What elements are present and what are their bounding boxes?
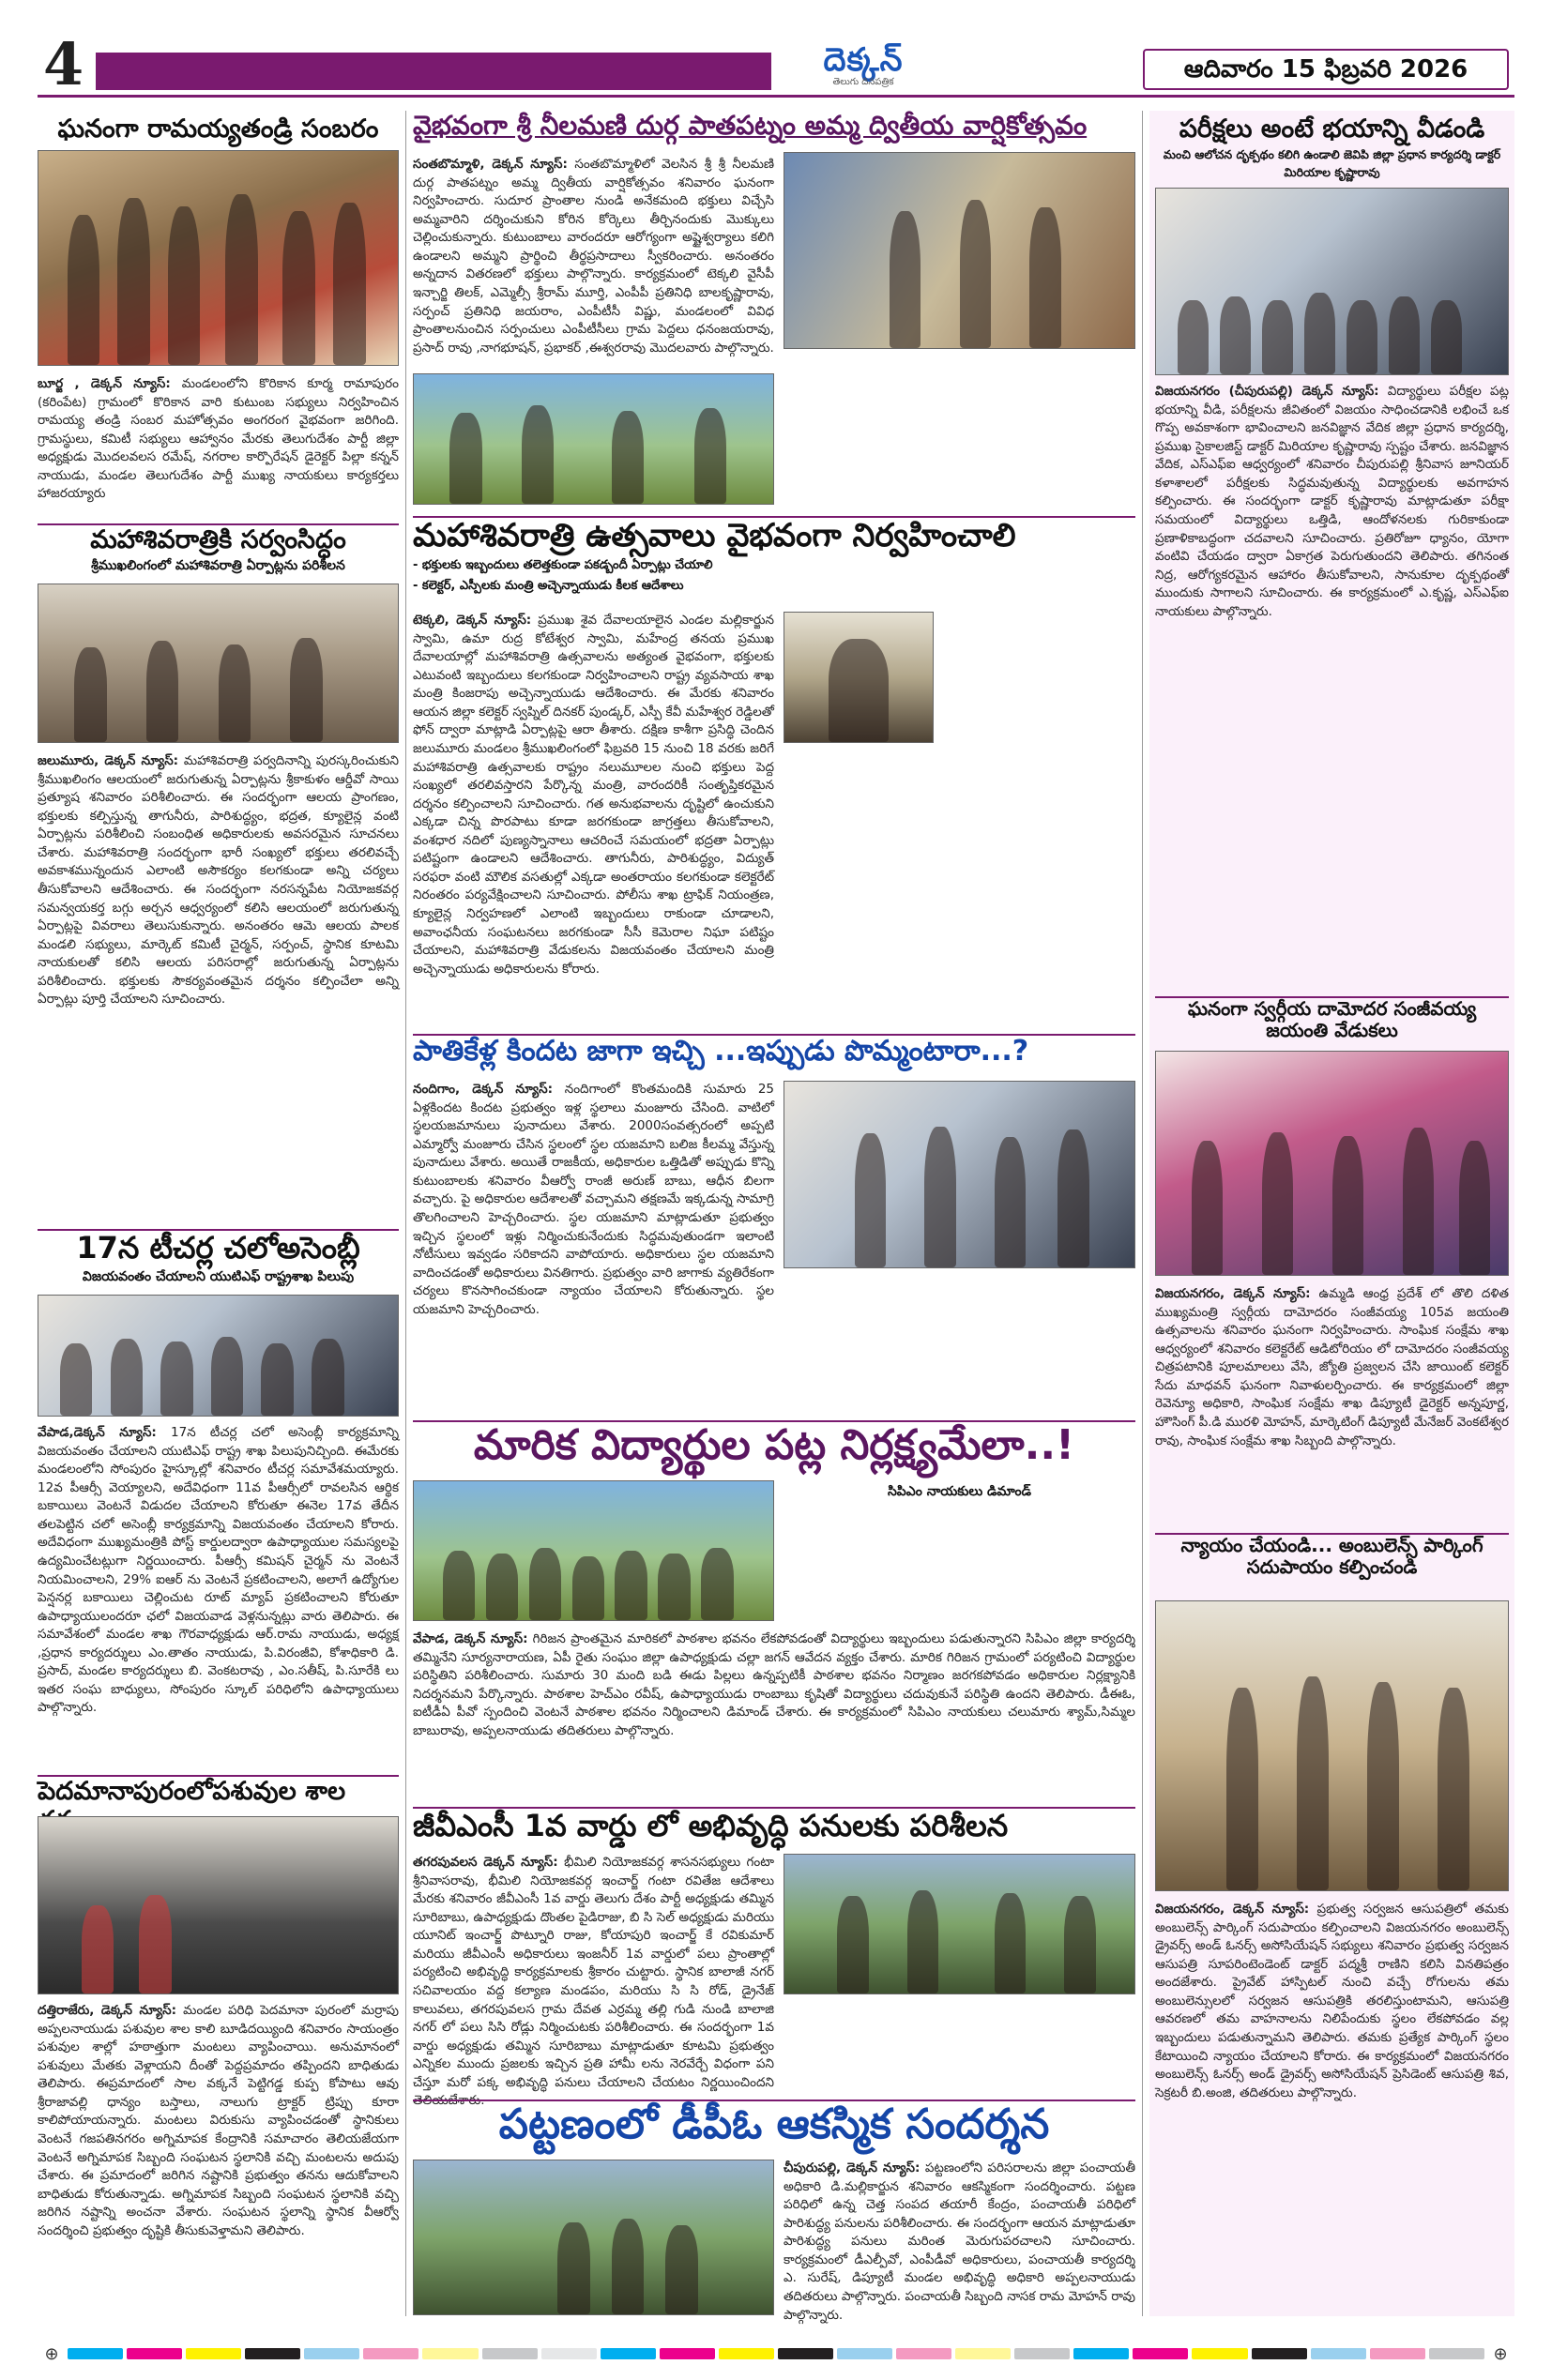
- story-body: వేపాడ, డెక్కన్ న్యూస్: గిరిజన ప్రాంతమైన మారికలో పాఠశాల భవనం లేకపోవడంతో విద్యార్థులు ఇబ్బందులు పడుతున్నారని సిపిఎం జిల్లా కార్యదర్శి తమ్మినేని సూర్యనారాయణ, ఏపీ రైతు సంఘం జిల్లా ఉపాధ్యక్షుడు చల్లా జగన్ ఆవేదన వ్యక్తం చేశారు. మారిక గిరిజన గ్రామంలో పర్యటించి విద్యార్థుల పరిస్థితిని పరిశీలించారు. సుమారు 30 మంది బడి ఈడు పిల్లలు ఉన్నప్పటికీ పాఠశాల భవనం నిర్మాణం జరగకపోవడం అధికారుల నిర్లక్ష్యానికి నిదర్శనమని పేర్కొన్నారు. పాఠశాల హెచ్ఎం రవీష్, ఉపాధ్యాయుడు రాంబాబు కృషితో విద్యార్థులు చదువుకునే పరిస్థితి ఉందని తెలిపారు. డీఈఓ, ఐటీడీఏ పీవో స్పందించి వెంటనే పాఠశాల భవనం నిర్మించాలని డిమాండ్ చేశారు. ఈ కార్యక్రమంలో సిపిఎం నాయకులు చలుమారు శ్యామ్,సిమ్మల బాబురావు, అప్పలనాయుడు తదితరులు పాల్గొన్నారు.: [413, 1631, 1135, 1738]
- headline: న్యాయం చేయండి... అంబులెన్స్ పార్కింగ్ సదుపాయం కల్పించండి: [1180, 1534, 1484, 1578]
- headline: పరీక్షలు అంటే భయాన్ని వీడండి: [1179, 114, 1485, 144]
- color-swatch: [719, 2348, 774, 2359]
- registration-mark-icon: ⊕: [1493, 2343, 1508, 2364]
- color-swatch: [68, 2348, 123, 2359]
- photo-classroom: [1155, 188, 1509, 375]
- color-swatch: [541, 2348, 597, 2359]
- photo-students: [413, 1480, 774, 1621]
- story-land-eviction: [413, 1036, 1135, 1411]
- photo-ward-inspection: [784, 1854, 1135, 1994]
- color-swatch: [778, 2348, 833, 2359]
- color-swatch: [1252, 2348, 1307, 2359]
- right-column: [1149, 111, 1514, 2316]
- color-swatch: [186, 2348, 241, 2359]
- headline: జీవీఎంసీ 1వ వార్డు లో అభివృద్ధి పనులకు పరిశీలన: [413, 1808, 1009, 1843]
- story-sanjeevaiah-jayanti: [1149, 998, 1514, 1524]
- story-marika-students: [413, 1422, 1135, 1797]
- subheadline: సిపిఎం నాయకులు డిమాండ్: [887, 1484, 1032, 1499]
- headline: పెదమానాపురంలోపశువుల శాల: [38, 1777, 346, 1806]
- column-divider: [1142, 111, 1143, 2316]
- headline: ఘనంగా స్వర్గీయ దామోదర సంజీవయ్య జయంతి వేడుకలు: [1187, 997, 1477, 1041]
- photo-festival: [38, 150, 399, 366]
- headline: పట్టణంలో డీపీఓ ఆకస్మిక సందర్శన: [498, 2100, 1050, 2148]
- issue-date: ఆదివారం 15 ఫిబ్రవరి 2026: [1143, 49, 1509, 90]
- story-body: జలుమూరు, డెక్కన్ న్యూస్: మహాశివరాత్రి పర్వదినాన్ని పురస్కరించుకుని శ్రీముఖలింగం ఆలయంలో జరుగుతున్న ఏర్పాట్లను శ్రీకాకుళం ఆర్డీవో సాయి ప్రత్యూష శనివారం పరిశీలించారు. ఈ సందర్భంగా ఆలయ ప్రాంగణం, భక్తులకు కల్పిస్తున్న తాగునీరు, పారిశుద్ధ్యం, భద్రత, క్యూలైన్ల వంటి ఏర్పాట్లను పరిశీలించి సంబంధిత అధికారులకు అవసరమైన సూచనలు చేశారు. మహాశివరాత్రి సందర్భంగా భారీ సంఖ్యలో భక్తులు తరలివచ్చే అవకాశమున్నందున ఎలాంటి అసౌకర్యం కలగకుండా అన్ని చర్యలు తీసుకోవాలని ఆదేశించారు. ఈ సందర్భంగా నరసన్నపేట నియోజకవర్గ సమన్వయకర్త బగ్గు అర్చన ఆధ్వర్యంలో కలిసి ఆలయంలో జరుగుతున్న ఏర్పాట్లపై వివరాలు తెలుసుకున్నారు. అనంతరం ఆమె ఆలయ పాలక మండలి సభ్యులు, మార్కెట్ కమిటీ చైర్మన్, సర్పంచ్, స్థానిక కూటమి నాయకులతో కలిసి ఆలయ పరిసరాల్లో జరుగుతున్న ఏర్పాట్లను పరిశీలించారు. భక్తులకు సౌకర్యవంతమైన దర్శనం కల్పించేలా అన్ని ఏర్పాట్లు పూర్తి చేయాలని సూచించారు.: [38, 753, 399, 1008]
- logo-text: దెక్కన్: [823, 41, 904, 79]
- story-teachers-assembly: [38, 1231, 399, 1766]
- photo-ambulance-petition: [1155, 1600, 1509, 1891]
- story-body: బూర్జ , డెక్కన్ న్యూస్: మండలంలోని కొరికాన కూర్మ రామాపురం (కరింపేట) గ్రామంలో కొరికాన వారి కుటుంబ సభ్యులు నిర్వహించిన రామయ్య తండ్రి సంబర మహోత్సవం అంగరంగ వైభవంగా జరిగింది. గ్రామస్థులు, కమిటీ సభ్యులు ఆహ్వానం మేరకు తెలుగుదేశం పార్టీ జిల్లా అధ్యక్షుడు మొదలవలస రమేష్, నగరాల కార్పొరేషన్ డైరెక్టర్ పిల్లా కన్నన్ నాయుడు, మండల తెలుగుదేశం పార్టీ ముఖ్య నాయకులు కార్యకర్తలు హాజరయ్యారు: [38, 376, 399, 502]
- masthead: [38, 30, 1514, 99]
- color-swatch: [1133, 2348, 1188, 2359]
- photo-fire: [38, 1816, 399, 1994]
- subheadline: - భక్తులకు ఇబ్బందులు తలెత్తకుండా పకడ్బందీ ఏర్పాట్లు చేయాలి: [413, 558, 713, 573]
- registration-bar: [38, 2344, 1514, 2363]
- color-swatch: [1311, 2348, 1366, 2359]
- registration-mark-icon: ⊕: [44, 2343, 59, 2364]
- story-body: దత్తిరాజేరు, డెక్కన్ న్యూస్: మండల పరిధి పెదమానా పురంలో మర్రాపు అప్పలనాయుడు పశువుల శాల కాలి బూడిదయ్యింది శనివారం సాయంత్రం పశువుల శాల్లో హఠాత్తుగా మంటలు వ్యాపించాయి. అనుమానంలో పశువులు మేతకు వెళ్లాయని దీంతో పెద్దప్రమాదం తప్పిందని బాధితుడు తెలిపారు. ఈప్రమాదంలో సాల వక్కనే పెట్టిగడ్డ కుప్ప కోపాటు ఆవు శ్రీరాజావల్లి ధాన్యం బస్తాలు, నాలుగు ట్రాక్టర్ ట్రిప్పు కూరా కాలిపోయాయన్నారు. మంటలు విరుకుసు వ్యాపించడంతో స్థానికులు వెంటనే గజపతినగరం అగ్నిమాపక కేంద్రానికి సమాచారం తెలియజేయగా వెంటనే అగ్నిమాపక సిబ్బంది సంఘటన స్థలానికి వచ్చి మంటలను అదుపు చేశారు. ఈ ప్రమాదంలో జరిగిన నష్టానికి ప్రభుత్వం తనను ఆదుకోవాలని బాధితుడు కోరుతున్నాడు. అగ్నిమాపక సిబ్బంది సంఘటన స్థలానికి వచ్చి జరిగిన నష్టాన్ని అంచనా వేశారు. సంఘటన స్థలాన్ని స్థానిక వీఆర్వో సందర్శించి ప్రభుత్వం దృష్టికి తీసుకువెళ్తామని తెలిపారు.: [38, 2003, 399, 2238]
- story-gvmc-ward: [413, 1809, 1135, 2090]
- color-swatches: [66, 2348, 1486, 2359]
- story-shivaratri-celebrations: [413, 518, 1135, 1024]
- logo-tagline: తెలుగు దినపత్రిక: [832, 77, 894, 88]
- headline: 17న టీచర్ల చలోఅసెంబ్లీ: [76, 1230, 360, 1266]
- photo-minister: [784, 612, 934, 743]
- color-swatch: [304, 2348, 359, 2359]
- story-body: తగరపువలస డెక్కన్ న్యూస్: భీమిలి నియోజకవర్గ శాసనసభ్యులు గంటా శ్రీనివాసరావు, భీమిలి నియోజకవర్గ ఇంచార్జ్ గంటా రవితేజ ఆదేశాలు మేరకు శనివారం జీవీఎంసీ 1వ వార్డు తెలుగు దేశం పార్టీ అధ్యక్షుడు తమ్మిన సూరిబాబు, ఉపాధ్యక్షుడు దొంతల పైడిరాజు, బి సి సెల్ అధ్యక్షుడు మరియు యూనిట్ ఇంచార్జ్ పొట్నూరి రాజు, కోయాపురి ఇంచార్జ్ కే రవికుమార్ మరియు జీవీఎంసీ అధికారులు ఇంజనీర్ 1వ వార్డులో పలు ప్రాంతాల్లో పర్యటించి అభివృద్ధి కార్యక్రమాలకు శ్రీకారం చుట్టారు. స్థానిక బాలాజీ నగర్ సచివాలయం వద్ద కల్యాణ మండపం, మరియు సి సి రోడ్, డ్రైనేజ్ కాలువలు, తగరపువలస గ్రామ దేవత ఎర్రమ్మ తల్లి గుడి నుండి బాలాజి నగర్ లో పలు సిసి రోడ్లు నిర్మించుటకు పరిశీలించారు. ఈ సందర్భంగా 1వ వార్డు అధ్యక్షుడు తమ్మిన సూరిబాబు మాట్లాడుతూ కూటమి ప్రభుత్వం ఎన్నికల ముందు ప్రజలకు ఇచ్చిన ప్రతి హామీ లను నెరవేర్చే విధంగా పని చేస్తూ మరో పక్క అభివృద్ధి పనులు చేయాలని చేయటం నిర్ణయించిందని: [413, 1855, 774, 2090]
- story-exam-fear: [1149, 114, 1514, 987]
- color-swatch: [660, 2348, 715, 2359]
- headline: పాతికేళ్ల కిందట జాగా ఇచ్చి ...ఇప్పుడు పొమ్మంటారా...?: [413, 1035, 1029, 1068]
- color-swatch: [1370, 2348, 1425, 2359]
- story-body: సంతబొమ్మాళి, డెక్కన్ న్యూస్: సంతబొమ్మాళిలో వెలసిన శ్రీ శ్రీ నీలమణి దుర్గ పాతపట్నం అమ్మ ద్వితీయ వార్షికోత్సవం శనివారం ఘనంగా నిర్వహించారు. సుదూర ప్రాంతాల నుండి అనేకమంది భక్తులు విచ్చేసి అమ్మవారిని దర్శించుకుని కోరిన కోర్కెలు తీర్చినందుకు మొక్కులు చెల్లించుకున్నారు. కుటుంబాలు వారందరూ ఆరోగ్యంగా అష్టైశ్వర్యాలు కలిగి ఉండాలని అమ్మని ప్రార్థించి తీర్థప్రసాదాలు స్వీకరించారు. అనంతరం అన్నదాన వితరణలో భక్తులు పాల్గొన్నారు. కార్యక్రమంలో టెక్కలి వైసీపీ ఇన్చార్జి తిలక్, ఎమ్మెల్సీ శ్రీరామ్ మూర్తి, ఎంపీపీ ప్రతినిధి బాలకృష్ణారావు, సర్పంచ్ ప్రతినిధి జయరాం, ఎంపీటీసీ విష్ణు, మండలంలో వివిధ ప్రాంతాలనుంచిన సర్పంచులు ఎంపీటీసీలు గ్రామ పెద్దలు ధనంజయరావు, ప్రసాద్ రావు ,నాగభూషన్, ప్రభాకర్ ,ఈశ్వరరావు మొదలవారు పాల్గొన్నారు.: [413, 157, 774, 356]
- color-swatch: [601, 2348, 656, 2359]
- photo-temple-inspection: [38, 584, 399, 743]
- color-swatch: [837, 2348, 892, 2359]
- story-rama-festival: [38, 111, 399, 514]
- color-swatch: [1073, 2348, 1129, 2359]
- story-shivaratri-ready: [38, 525, 399, 1220]
- page-number: 4: [43, 30, 84, 99]
- story-body: వేపాడ,డెక్కన్ న్యూస్: 17న టీచర్ల చలో అసెంబ్లీ కార్యక్రమాన్ని విజయవంతం చేయాలని యుటిఎఫ్ రాష్ట్ర శాఖ పిలుపునిచ్చింది. ఈమేరకు మండలంలోని సోంపురం హైస్కూల్లో శనివారం టీచర్ల సమావేశమయ్యారు. 12వ పీఆర్సీ వెయ్యాలని, అదేవిధంగా 11వ పీఆర్సీలో రావలసిన ఆర్థిక బకాయిలు వెంటనే విడుదల చేయాలని కోరుతూ ఈనెల 17వ తేదీన తలపెట్టిన చలో అసెంబ్లీ కార్యక్రమాన్ని విజయవంతం చేయాలని కోరారు. అదేవిధంగా ముఖ్యమంత్రికి పోస్ట్ కార్డులద్వారా ఉపాధ్యాయుల సమస్యలపై ఉద్యమించేటట్లుగా నిర్ణయించారు. పీఆర్సీ కమిషన్ చైర్మన్ ను వెంటనే నియమించాలని, 29% ఐఆర్ ను వెంటనే ప్రకటించాలని, అలాగే ఉద్యోగుల పెన్షనర్ల బకాయిలు చెల్లించుట రూట్ మ్యాప్ ప్రకటించాలని కోరుతూ ఉపాధ్యాయులందరూ ఛలో విజయవాడ వెళ్లనున్నట్లు వారు తెలిపారు. ఈ సమావేశంలో మండల శాఖ గౌరవాధ్యక్షుడు ఆర్.రామ నాయుడు, అధ్యక్ష ,ప్రధాన కార్యదర్శులు ఎం.తాతం నాయుడు, పి.విరంజీవి, కోశాధికారి డి. ప్రసాద్, మండల కార్యదర్శులు బి. వెంకటరావు , ఎం.సతీష్, పి.సూరేకి లు ఇతర సంఘ బాధ్యులు, సోంపురం స్కూల్ పరిధిలోని ఉపాధ్యాయులు పాల్గొన్నారు.: [38, 1425, 399, 1716]
- photo-goddess-temple: [784, 152, 1135, 349]
- photo-dpo: [413, 2160, 774, 2315]
- story-body: విజయనగరం, డెక్కన్ న్యూస్: ఉమ్మడి ఆంధ్ర ప్రదేశ్ లో తొలి దళిత ముఖ్యమంత్రి స్వర్గీయ దామోదరం సంజీవయ్య 105వ జయంతి ఉత్సవాలను శనివారం ఘనంగా నిర్వహించారు. సాంఘిక సంక్షేమ శాఖ ఆధ్వర్యంలో శనివారం కలెక్టరేట్ ఆడిటోరియం లో దామోదరం సంజీవయ్య చిత్రపటానికి పూలమాలలు వేసి, జ్యోతి ప్రజ్వలన చేసి జాయింట్ కలెక్టర్ సేదు మాధవన్ ఘనంగా నివాళులర్పించారు. ఈ కార్యక్రమంలో జిల్లా రెవెన్యూ అధికారి, సాంఘిక సంక్షేమ శాఖ డిప్యూటీ డైరెక్టర్ అన్నపూర్ణ, హౌసింగ్ పీ.డి మురళి మోహన్, మార్కెటింగ్ డిప్యూటీ మేనేజర్ వెంకటేశ్వర రావు, సాంఘిక సంక్షేమ శాఖ సిబ్బంది పాల్గొన్నారు.: [1155, 1286, 1509, 1448]
- color-swatch: [955, 2348, 1011, 2359]
- headline: మహాశివరాత్రి ఉత్సవాలు వైభవంగా నిర్వహించాలి: [413, 517, 1016, 554]
- subheadline: - కలెక్టర్, ఎస్పీలకు మంత్రి అచ్చెన్నాయుడు కీలక ఆదేశాలు: [413, 579, 684, 594]
- color-swatch: [363, 2348, 418, 2359]
- headline: ఘనంగా రామయ్యతండ్రి సంబరం: [57, 114, 379, 144]
- story-body: టెక్కలి, డెక్కన్ న్యూస్: ప్రముఖ శైవ దేవాలయాలైన ఎండల మల్లికార్జున స్వామి, ఉమా రుద్ర కోటేశ్వర స్వామి, మహేంద్ర తనయ ప్రముఖ దేవాలయాల్లో మహాశివరాత్రి ఉత్సవాలను అత్యంత వైభవంగా, భక్తులకు ఎటువంటి ఇబ్బందులు కలగకుండా నిర్వహించాలని రాష్ట్ర వ్యవసాయ శాఖ మంత్రి కింజరాపు అచ్చెన్నాయుడు ఆదేశించారు. ఈ మేరకు శనివారం ఆయన జిల్లా కలెక్టర్ స్వప్నిల్ దినకర్ పుండ్కర్, ఎస్పీ కేవీ మహేశ్వర రెడ్డిలతో ఫోన్ ద్వారా మాట్లాడి ఏర్పాట్లపై ఆరా తీశారు. దక్షిణ కాశీగా ప్రసిద్ధి చెందిన జలుమూరు మండలం శ్రీముఖలింగంలో ఫిబ్రవరి 15 నుంచి 18 వరకు జరిగే మహాశివరాత్రి ఉత్సవాలకు రాష్ట్రం నలుమూలల నుంచి భక్తులు పెద్ద సంఖ్యలో తరలివస్తారని పేర్కొన్న మంత్రి, వారందరికీ సంతృప్తికరమైన దర్శనం కల్పించాలని సూచించారు. గత అనుభవాలను దృష్టిలో ఉంచుకుని ఎక్కడా చిన్న పొరపాటు కూడా జరగకుండా జాగ్రత్తలు తీసుకోవాలని, వంశధార నదిలో పుణ్యస్నానాలు ఆచరించే సమయంలో భద్రతా ఏర్పాట్లు పటిష్టంగా ఉండాలని ఆదేశించారు. తాగునీరు, పారిశుద్ధ్యం, విద్యుత్ సరఫరా వంటి మౌలిక వసతుల్లో ఎక్కడా అంతరాయం కలగకుండా కలెక్టరేట్ నిరంతరం పర్యవేక్షించాలని సూచించారు. పోలీసు శాఖ ట్రాఫిక్ నియంత్రణ, క్యూలైన్ల నిర్వహణలో ఎలాంటి ఇబ్బందులు రాకుండా చూడాలని, అవాంఛనీయ సంఘటనలు జరగకుండా సీసీ కెమెరాల నిఘా పటిష్టం చేయాలని, మహాశివరాత్రి వేడుకలను విజయవంతం చేయాలని మంత్రి అచ్చెన్నాయుడు అధికారులను కోరారు.: [413, 613, 774, 977]
- headline: మారిక విద్యార్థుల పట్ల నిర్లక్ష్యమేలా..!: [473, 1421, 1075, 1469]
- color-swatch: [127, 2348, 182, 2359]
- color-swatch: [482, 2348, 538, 2359]
- color-swatch: [422, 2348, 478, 2359]
- middle-column: [413, 110, 1135, 2323]
- story-body: నందిగాం, డెక్కన్ న్యూస్: నందిగాంలో కొంతమందికి సుమారు 25 ఏళ్లకిందట కిందట ప్రభుత్వం ఇళ్ల స్థలాలు మంజూరు చేసింది. వాటిలో స్థలయజమానులు పునాదులు వేశారు. 2000సంవత్సరంలో అప్పటి ఎమ్మార్వో మంజూరు చేసిన స్థలంలో స్థల యజమాని బలిజ కీలమ్మ వేస్తున్న పునాదులు వేశారు. అయితే రాజకీయ, అధికారుల ఒత్తిడితో అప్పుడు కొన్ని కుటుంబాలకు శనివారం వీఆర్వో రాంజీ అరుణ్ బాబు, ఆధీన బిలగా వచ్చారు. పై అధికారుల ఆదేశాలతో వచ్చామని తక్షణమే ఇక్కడున్న సామాగ్రి తొలగించాలని హెచ్చరించారు. స్థల యజమాని మాట్లాడుతూ ప్రభుత్వం ఇచ్చిన స్థలంలో ఇళ్లు నిర్మించుకునేందుకు సిద్ధమవుతుండగా ఇలాంటి నోటీసులు ఇవ్వడం సరికాదని వాపోయారు. అధికారులు స్థల యజమాని వాదించడంతో అధికారులు వినతిగారు. ప్రభుత్వం వారి జాగాకు వ్యతిరేకంగా చర్యలు కొనసాగించకుండా న్యాయం చేయాలని కోరుతున్నారు. స్థల యజమాని హెచ్చరించారు.: [413, 1082, 774, 1317]
- page-band: [96, 53, 771, 90]
- story-ambulance-parking: [1149, 1535, 1514, 2317]
- photo-officials: [784, 1081, 1135, 1268]
- subheadline: శ్రీముఖలింగంలో మహాశివరాత్రి ఏర్పాట్లను పరిశీలన: [91, 558, 345, 574]
- color-swatch: [245, 2348, 300, 2359]
- subheadline: విజయవంతం చేయాలని యుటిఎఫ్ రాష్ట్రశాఖ పిలుపు: [82, 1268, 355, 1284]
- story-dpo-visit: [413, 2100, 1135, 2323]
- color-swatch: [1014, 2348, 1070, 2359]
- photo-jayanti: [1155, 1051, 1509, 1276]
- story-body: చీపురుపల్లి, డెక్కన్ న్యూస్: పట్టణంలోని పరిసరాలను జిల్లా పంచాయతీ అధికారి డి.మల్లికార్జున శనివారం ఆకస్మికంగా సందర్శించారు. పట్టణ పరిధిలో ఉన్న చెత్త సంపద తయారీ కేంద్రం, పంచాయతీ పరిధిలో పారిశుద్ధ్య పనులను పరిశీలించారు. ఈ సందర్భంగా ఆయన మాట్లాడుతూ పారిశుద్ధ్య పనులు మరింత మెరుగుపరచాలని సూచించారు. కార్యక్రమంలో డీఎల్పీవో, ఎంపీడీవో అధికారులు, పంచాయతీ కార్యదర్శి ఎ. సురేష్, డిప్యూటీ మండల అభివృద్ధి అధికారి అప్పలనాయుడు తదితరులు పాల్గొన్నారు. పంచాయతీ సిబ్బంది నాసక రామ మోహన్ రావు పాల్గొన్నారు.: [784, 2160, 1135, 2323]
- photo-teachers: [38, 1295, 399, 1417]
- story-body: విజయనగరం, డెక్కన్ న్యూస్: ప్రభుత్వ సర్వజన ఆసుపత్రిలో తమకు అంబులెన్స్ పార్కింగ్ సదుపాయం కల్పించాలని విజయనగరం అంబులెన్స్ డ్రైవర్స్ అండ్ ఓనర్స్ అసోసియేషన్ సభ్యులు శనివారం ప్రభుత్వ సర్వజన ఆసుపత్రి సూపరింటెండెంట్ డాక్టర్ పద్మశ్రీ రాణిని కలిసి వినతిపత్రం అందజేశారు. ప్రైవేట్ హాస్పిటల్ నుంచి వచ్చే రోగులను తమ అంబులెన్సులలో సర్వజన ఆసుపత్రికి తరలిస్తుంటామని, ఆసుపత్రి ఆవరణలో తమ వాహనాలను నిలిపేందుకు స్థలం లేకపోవడం వల్ల ఇబ్బందులు పడుతున్నామని తెలిపారు. తమకు ప్రత్యేక పార్కింగ్ స్థలం కేటాయించి న్యాయం చేయాలని కోరారు. ఈ కార్యక్రమంలో విజయనగరం అంబులెన్స్ ఓనర్స్ అండ్ డ్రైవర్స్ అసోసియేషన్ ప్రెసిడెంట్ ఆసుపత్రి శివ, సెక్రటరీ బి.అంజి, తదితరులు పాల్గొన్నారు.: [1155, 1902, 1509, 2100]
- headline: మహాశివరాత్రికి సర్వంసిద్ధం: [90, 525, 346, 554]
- left-column: [38, 111, 399, 2316]
- column-divider: [405, 111, 406, 2316]
- story-cattle-shed-fire: [38, 1777, 399, 2317]
- photo-devotees: [413, 373, 774, 505]
- subheadline: మంచి ఆలోచన దృక్పథం కలిగి ఉండాలి జెవిపి జిల్లా ప్రధాన కార్యదర్శి డాక్టర్ మిరియాల కృష్ణారావు: [1163, 147, 1501, 180]
- color-swatch: [1192, 2348, 1247, 2359]
- color-swatch: [1429, 2348, 1484, 2359]
- story-body: విజయనగరం (చీపురుపల్లి) డెక్కన్ న్యూస్: విద్యార్థులు పరీక్షల పట్ల భయాన్ని వీడి, పరీక్షలను జీవితంలో విజయం సాధించడానికి లభించే ఒక గొప్ప అవకాశంగా భావించాలని జనవిజ్ఞాన వేదిక జిల్లా ప్రధాన కార్యదర్శి, ప్రముఖ సైకాలజిస్ట్ డాక్టర్ మిరియాల కృష్ణారావు స్పష్టం చేశారు. జనవిజ్ఞాన వేదిక, ఎస్ఎఫ్ఐ ఆధ్వర్యంలో శనివారం చీపురుపల్లి శ్రీనివాస జూనియర్ కళాశాలలో పరీక్షలకు సిద్ధమవుతున్న విద్యార్థులకు అవగాహన కల్పించారు. ఈ సందర్భంగా డాక్టర్ కృష్ణారావు మాట్లాడుతూ పరీక్షా సమయంలో విద్యార్థులు ఒత్తిడి, ఆందోళనలకు గురికాకుండా ప్రణాళికాబద్ధంగా చదవాలని సూచించారు. ప్రతిరోజూ ధ్యానం, యోగా వంటివి చేయడం ద్వారా ఏకాగ్రత పెరుగుతుందని తెలిపారు. తగినంత నిద్ర, ఆరోగ్యకరమైన ఆహారం తీసుకోవాలని, సానుకూల దృక్పథంతో ముందుకు సాగాలని సూచించారు. ఈ కార్యక్రమంలో ఎ.కృష్ణ, ఎస్ఎఫ్ఐ నాయకులు పాల్గొన్నారు.: [1155, 384, 1509, 619]
- color-swatch: [896, 2348, 951, 2359]
- newspaper-logo: [788, 43, 938, 96]
- headline: వైభవంగా శ్రీ నీలమణి దుర్గ పాతపట్నం అమ్మ ద్వితీయ వార్షికోత్సవం: [413, 110, 1088, 141]
